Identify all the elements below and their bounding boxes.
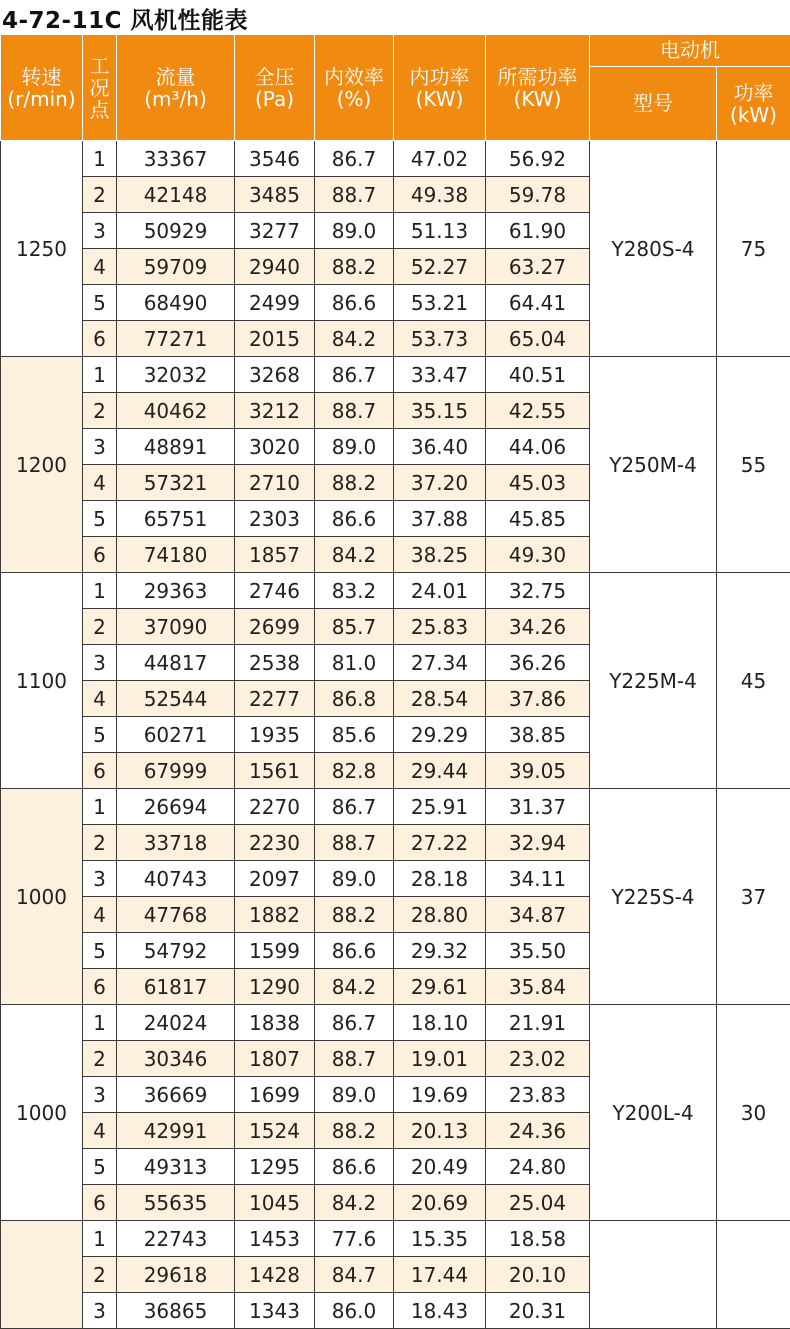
flow-cell: 59709 bbox=[117, 249, 235, 285]
condition-cell: 2 bbox=[83, 177, 117, 213]
condition-cell: 4 bbox=[83, 897, 117, 933]
condition-cell: 6 bbox=[83, 969, 117, 1005]
efficiency-cell: 89.0 bbox=[315, 213, 394, 249]
condition-cell: 6 bbox=[83, 753, 117, 789]
flow-cell: 24024 bbox=[117, 1005, 235, 1041]
flow-cell: 30346 bbox=[117, 1041, 235, 1077]
efficiency-cell: 86.7 bbox=[315, 1005, 394, 1041]
efficiency-cell: 89.0 bbox=[315, 1077, 394, 1113]
efficiency-cell: 86.8 bbox=[315, 681, 394, 717]
inner-power-cell: 19.01 bbox=[394, 1041, 486, 1077]
motor-power-cell: 37 bbox=[717, 789, 790, 1005]
condition-cell: 5 bbox=[83, 717, 117, 753]
pressure-cell: 2699 bbox=[235, 609, 315, 645]
pressure-cell: 1561 bbox=[235, 753, 315, 789]
required-power-cell: 25.04 bbox=[486, 1185, 590, 1221]
condition-cell: 1 bbox=[83, 357, 117, 393]
motor-model-cell: Y200L-4 bbox=[590, 1005, 717, 1221]
flow-cell: 26694 bbox=[117, 789, 235, 825]
motor-model-cell bbox=[590, 1221, 717, 1329]
speed-cell bbox=[1, 1221, 83, 1329]
motor-power-cell: 55 bbox=[717, 357, 790, 573]
pressure-cell: 2710 bbox=[235, 465, 315, 501]
col-model-header: 型号 bbox=[590, 67, 717, 141]
table-row bbox=[1, 141, 790, 177]
pressure-cell: 3212 bbox=[235, 393, 315, 429]
pressure-cell: 3546 bbox=[235, 141, 315, 177]
required-power-cell: 35.50 bbox=[486, 933, 590, 969]
flow-cell: 33367 bbox=[117, 141, 235, 177]
condition-cell: 3 bbox=[83, 645, 117, 681]
efficiency-cell: 88.2 bbox=[315, 1113, 394, 1149]
inner-power-cell: 29.32 bbox=[394, 933, 486, 969]
motor-model-cell: Y250M-4 bbox=[590, 357, 717, 573]
pressure-cell: 1045 bbox=[235, 1185, 315, 1221]
required-power-cell: 40.51 bbox=[486, 357, 590, 393]
required-power-cell: 23.83 bbox=[486, 1077, 590, 1113]
efficiency-cell: 88.7 bbox=[315, 393, 394, 429]
condition-cell: 3 bbox=[83, 429, 117, 465]
required-power-cell: 49.30 bbox=[486, 537, 590, 573]
col-speed-header: 转速 (r/min) bbox=[1, 35, 83, 141]
flow-cell: 33718 bbox=[117, 825, 235, 861]
pressure-cell: 3268 bbox=[235, 357, 315, 393]
efficiency-cell: 89.0 bbox=[315, 429, 394, 465]
pressure-cell: 3277 bbox=[235, 213, 315, 249]
efficiency-cell: 77.6 bbox=[315, 1221, 394, 1257]
efficiency-cell: 82.8 bbox=[315, 753, 394, 789]
col-pressure-header: 全压 (Pa) bbox=[235, 35, 315, 141]
efficiency-cell: 84.2 bbox=[315, 321, 394, 357]
flow-cell: 55635 bbox=[117, 1185, 235, 1221]
condition-cell: 3 bbox=[83, 213, 117, 249]
efficiency-cell: 85.6 bbox=[315, 717, 394, 753]
condition-cell: 2 bbox=[83, 825, 117, 861]
efficiency-cell: 89.0 bbox=[315, 861, 394, 897]
condition-cell: 3 bbox=[83, 1077, 117, 1113]
required-power-cell: 37.86 bbox=[486, 681, 590, 717]
table-row bbox=[1, 357, 790, 393]
flow-cell: 52544 bbox=[117, 681, 235, 717]
flow-cell: 29363 bbox=[117, 573, 235, 609]
flow-cell: 40743 bbox=[117, 861, 235, 897]
motor-power-cell: 75 bbox=[717, 141, 790, 357]
efficiency-cell: 88.7 bbox=[315, 825, 394, 861]
required-power-cell: 24.80 bbox=[486, 1149, 590, 1185]
inner-power-cell: 29.61 bbox=[394, 969, 486, 1005]
condition-cell: 1 bbox=[83, 1221, 117, 1257]
required-power-cell: 36.26 bbox=[486, 645, 590, 681]
inner-power-cell: 37.20 bbox=[394, 465, 486, 501]
inner-power-cell: 27.22 bbox=[394, 825, 486, 861]
inner-power-cell: 28.54 bbox=[394, 681, 486, 717]
efficiency-cell: 88.7 bbox=[315, 177, 394, 213]
condition-cell: 3 bbox=[83, 1293, 117, 1329]
required-power-cell: 21.91 bbox=[486, 1005, 590, 1041]
inner-power-cell: 37.88 bbox=[394, 501, 486, 537]
efficiency-cell: 86.7 bbox=[315, 357, 394, 393]
motor-header: 电动机 bbox=[590, 35, 790, 67]
inner-power-cell: 19.69 bbox=[394, 1077, 486, 1113]
condition-cell: 5 bbox=[83, 285, 117, 321]
efficiency-cell: 88.2 bbox=[315, 249, 394, 285]
pressure-cell: 2097 bbox=[235, 861, 315, 897]
condition-cell: 3 bbox=[83, 861, 117, 897]
inner-power-cell: 20.13 bbox=[394, 1113, 486, 1149]
efficiency-cell: 85.7 bbox=[315, 609, 394, 645]
required-power-cell: 34.87 bbox=[486, 897, 590, 933]
required-power-cell: 20.10 bbox=[486, 1257, 590, 1293]
required-power-cell: 45.03 bbox=[486, 465, 590, 501]
pressure-cell: 1524 bbox=[235, 1113, 315, 1149]
speed-cell: 1100 bbox=[1, 573, 83, 789]
table-body bbox=[1, 141, 790, 1329]
flow-cell: 36865 bbox=[117, 1293, 235, 1329]
inner-power-cell: 18.43 bbox=[394, 1293, 486, 1329]
condition-cell: 5 bbox=[83, 933, 117, 969]
pressure-cell: 2538 bbox=[235, 645, 315, 681]
pressure-cell: 1343 bbox=[235, 1293, 315, 1329]
inner-power-cell: 53.21 bbox=[394, 285, 486, 321]
flow-cell: 77271 bbox=[117, 321, 235, 357]
required-power-cell: 65.04 bbox=[486, 321, 590, 357]
motor-power-cell bbox=[717, 1221, 790, 1329]
efficiency-cell: 84.2 bbox=[315, 537, 394, 573]
pressure-cell: 1882 bbox=[235, 897, 315, 933]
inner-power-cell: 51.13 bbox=[394, 213, 486, 249]
required-power-cell: 34.26 bbox=[486, 609, 590, 645]
pressure-cell: 1599 bbox=[235, 933, 315, 969]
required-power-cell: 38.85 bbox=[486, 717, 590, 753]
condition-cell: 2 bbox=[83, 1041, 117, 1077]
required-power-cell: 35.84 bbox=[486, 969, 590, 1005]
efficiency-cell: 88.2 bbox=[315, 465, 394, 501]
condition-cell: 1 bbox=[83, 1005, 117, 1041]
inner-power-cell: 53.73 bbox=[394, 321, 486, 357]
efficiency-cell: 86.6 bbox=[315, 501, 394, 537]
speed-cell: 1250 bbox=[1, 141, 83, 357]
condition-cell: 1 bbox=[83, 789, 117, 825]
required-power-cell: 18.58 bbox=[486, 1221, 590, 1257]
inner-power-cell: 28.18 bbox=[394, 861, 486, 897]
table-row bbox=[1, 789, 790, 825]
flow-cell: 74180 bbox=[117, 537, 235, 573]
required-power-cell: 44.06 bbox=[486, 429, 590, 465]
efficiency-cell: 88.2 bbox=[315, 897, 394, 933]
col-inner-power-header: 内功率 (KW) bbox=[394, 35, 486, 141]
efficiency-cell: 86.7 bbox=[315, 141, 394, 177]
required-power-cell: 61.90 bbox=[486, 213, 590, 249]
efficiency-cell: 81.0 bbox=[315, 645, 394, 681]
pressure-cell: 1295 bbox=[235, 1149, 315, 1185]
inner-power-cell: 24.01 bbox=[394, 573, 486, 609]
inner-power-cell: 27.34 bbox=[394, 645, 486, 681]
pressure-cell: 2230 bbox=[235, 825, 315, 861]
flow-cell: 42148 bbox=[117, 177, 235, 213]
inner-power-cell: 25.91 bbox=[394, 789, 486, 825]
speed-cell: 1000 bbox=[1, 1005, 83, 1221]
inner-power-cell: 33.47 bbox=[394, 357, 486, 393]
required-power-cell: 32.94 bbox=[486, 825, 590, 861]
flow-cell: 68490 bbox=[117, 285, 235, 321]
flow-cell: 50929 bbox=[117, 213, 235, 249]
flow-cell: 48891 bbox=[117, 429, 235, 465]
required-power-cell: 42.55 bbox=[486, 393, 590, 429]
flow-cell: 32032 bbox=[117, 357, 235, 393]
efficiency-cell: 83.2 bbox=[315, 573, 394, 609]
pressure-cell: 2303 bbox=[235, 501, 315, 537]
required-power-cell: 59.78 bbox=[486, 177, 590, 213]
required-power-cell: 32.75 bbox=[486, 573, 590, 609]
efficiency-cell: 86.6 bbox=[315, 1149, 394, 1185]
pressure-cell: 1935 bbox=[235, 717, 315, 753]
required-power-cell: 64.41 bbox=[486, 285, 590, 321]
condition-cell: 4 bbox=[83, 465, 117, 501]
flow-cell: 36669 bbox=[117, 1077, 235, 1113]
col-required-power-header: 所需功率 (KW) bbox=[486, 35, 590, 141]
flow-cell: 22743 bbox=[117, 1221, 235, 1257]
motor-power-cell: 45 bbox=[717, 573, 790, 789]
pressure-cell: 2015 bbox=[235, 321, 315, 357]
condition-cell: 6 bbox=[83, 1185, 117, 1221]
flow-cell: 61817 bbox=[117, 969, 235, 1005]
required-power-cell: 24.36 bbox=[486, 1113, 590, 1149]
condition-cell: 2 bbox=[83, 393, 117, 429]
flow-cell: 42991 bbox=[117, 1113, 235, 1149]
required-power-cell: 45.85 bbox=[486, 501, 590, 537]
required-power-cell: 39.05 bbox=[486, 753, 590, 789]
pressure-cell: 2499 bbox=[235, 285, 315, 321]
pressure-cell: 2746 bbox=[235, 573, 315, 609]
required-power-cell: 31.37 bbox=[486, 789, 590, 825]
inner-power-cell: 49.38 bbox=[394, 177, 486, 213]
table-header bbox=[1, 35, 790, 141]
table-row bbox=[1, 573, 790, 609]
inner-power-cell: 18.10 bbox=[394, 1005, 486, 1041]
efficiency-cell: 86.0 bbox=[315, 1293, 394, 1329]
table-row bbox=[1, 1221, 790, 1257]
efficiency-cell: 84.2 bbox=[315, 1185, 394, 1221]
speed-cell: 1000 bbox=[1, 789, 83, 1005]
pressure-cell: 1838 bbox=[235, 1005, 315, 1041]
table-row bbox=[1, 1005, 790, 1041]
inner-power-cell: 52.27 bbox=[394, 249, 486, 285]
condition-cell: 5 bbox=[83, 501, 117, 537]
motor-model-cell: Y225M-4 bbox=[590, 573, 717, 789]
fan-performance-table bbox=[0, 34, 790, 1329]
motor-model-cell: Y225S-4 bbox=[590, 789, 717, 1005]
pressure-cell: 1453 bbox=[235, 1221, 315, 1257]
inner-power-cell: 15.35 bbox=[394, 1221, 486, 1257]
required-power-cell: 34.11 bbox=[486, 861, 590, 897]
pressure-cell: 1428 bbox=[235, 1257, 315, 1293]
efficiency-cell: 84.7 bbox=[315, 1257, 394, 1293]
condition-cell: 1 bbox=[83, 141, 117, 177]
col-flow-header: 流量 (m³/h) bbox=[117, 35, 235, 141]
condition-cell: 6 bbox=[83, 537, 117, 573]
col-motor-power-header: 功率 (kW) bbox=[717, 67, 790, 141]
pressure-cell: 1699 bbox=[235, 1077, 315, 1113]
condition-cell: 4 bbox=[83, 1113, 117, 1149]
flow-cell: 44817 bbox=[117, 645, 235, 681]
pressure-cell: 3020 bbox=[235, 429, 315, 465]
flow-cell: 67999 bbox=[117, 753, 235, 789]
condition-cell: 5 bbox=[83, 1149, 117, 1185]
inner-power-cell: 29.29 bbox=[394, 717, 486, 753]
efficiency-cell: 84.2 bbox=[315, 969, 394, 1005]
condition-cell: 4 bbox=[83, 681, 117, 717]
efficiency-cell: 86.6 bbox=[315, 285, 394, 321]
required-power-cell: 23.02 bbox=[486, 1041, 590, 1077]
inner-power-cell: 29.44 bbox=[394, 753, 486, 789]
inner-power-cell: 35.15 bbox=[394, 393, 486, 429]
flow-cell: 49313 bbox=[117, 1149, 235, 1185]
flow-cell: 57321 bbox=[117, 465, 235, 501]
condition-cell: 2 bbox=[83, 1257, 117, 1293]
inner-power-cell: 38.25 bbox=[394, 537, 486, 573]
pressure-cell: 1857 bbox=[235, 537, 315, 573]
inner-power-cell: 17.44 bbox=[394, 1257, 486, 1293]
pressure-cell: 2270 bbox=[235, 789, 315, 825]
efficiency-cell: 86.6 bbox=[315, 933, 394, 969]
flow-cell: 65751 bbox=[117, 501, 235, 537]
speed-cell: 1200 bbox=[1, 357, 83, 573]
page-title: 4-72-11C 风机性能表 bbox=[2, 2, 248, 35]
inner-power-cell: 20.69 bbox=[394, 1185, 486, 1221]
pressure-cell: 1807 bbox=[235, 1041, 315, 1077]
condition-cell: 6 bbox=[83, 321, 117, 357]
inner-power-cell: 47.02 bbox=[394, 141, 486, 177]
col-efficiency-header: 内效率 (%) bbox=[315, 35, 394, 141]
inner-power-cell: 36.40 bbox=[394, 429, 486, 465]
pressure-cell: 1290 bbox=[235, 969, 315, 1005]
flow-cell: 40462 bbox=[117, 393, 235, 429]
pressure-cell: 3485 bbox=[235, 177, 315, 213]
flow-cell: 54792 bbox=[117, 933, 235, 969]
motor-power-cell: 30 bbox=[717, 1005, 790, 1221]
pressure-cell: 2940 bbox=[235, 249, 315, 285]
flow-cell: 47768 bbox=[117, 897, 235, 933]
required-power-cell: 56.92 bbox=[486, 141, 590, 177]
inner-power-cell: 20.49 bbox=[394, 1149, 486, 1185]
col-condition-header: 工 况 点 bbox=[83, 35, 117, 141]
efficiency-cell: 88.7 bbox=[315, 1041, 394, 1077]
flow-cell: 37090 bbox=[117, 609, 235, 645]
condition-cell: 4 bbox=[83, 249, 117, 285]
efficiency-cell: 86.7 bbox=[315, 789, 394, 825]
required-power-cell: 63.27 bbox=[486, 249, 590, 285]
condition-cell: 1 bbox=[83, 573, 117, 609]
inner-power-cell: 25.83 bbox=[394, 609, 486, 645]
motor-model-cell: Y280S-4 bbox=[590, 141, 717, 357]
required-power-cell: 20.31 bbox=[486, 1293, 590, 1329]
flow-cell: 60271 bbox=[117, 717, 235, 753]
pressure-cell: 2277 bbox=[235, 681, 315, 717]
flow-cell: 29618 bbox=[117, 1257, 235, 1293]
inner-power-cell: 28.80 bbox=[394, 897, 486, 933]
condition-cell: 2 bbox=[83, 609, 117, 645]
